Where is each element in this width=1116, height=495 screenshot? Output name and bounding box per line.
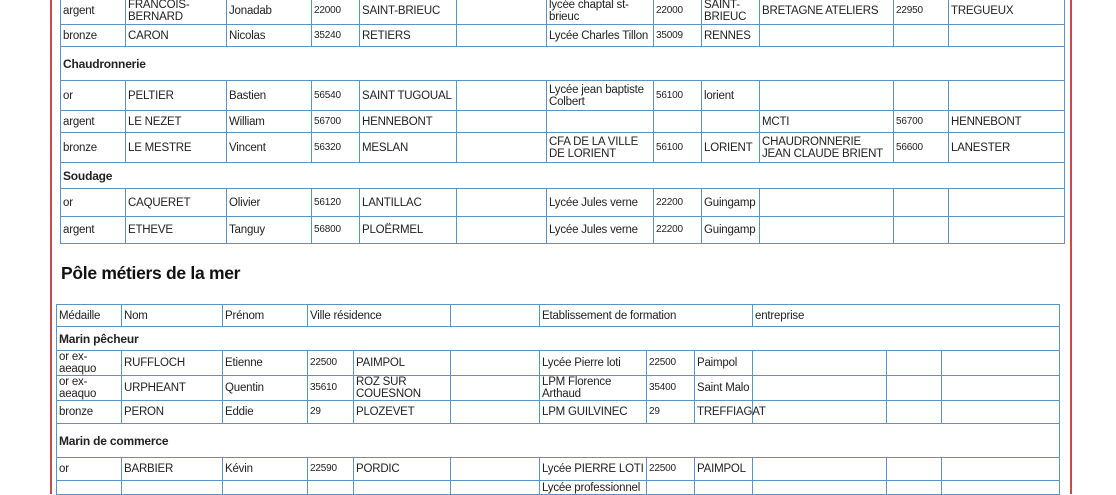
table-cell: Guingamp xyxy=(702,217,760,244)
table-cell: TREFFIAGAT xyxy=(695,401,753,424)
table-cell: BARBIER xyxy=(122,458,223,481)
table-cell: 22200 xyxy=(654,217,702,244)
table-row xyxy=(61,0,1065,25)
table-cell: CARON xyxy=(126,25,227,47)
table-cell: SAINT TUGOUAL xyxy=(360,81,457,111)
table-cell xyxy=(753,481,887,495)
table-cell xyxy=(887,481,942,495)
table-cell: PORDIC xyxy=(354,458,451,481)
table-cell: PELTIER xyxy=(126,81,227,111)
table-cell: PERON xyxy=(122,401,223,424)
table-cell: 29 xyxy=(308,401,354,424)
table-cell: Jonadab xyxy=(227,0,312,25)
table-row xyxy=(57,481,1060,495)
table-cell: or ex-aeaquo xyxy=(57,376,122,401)
table-cell: Kévin xyxy=(223,458,308,481)
table-cell xyxy=(457,217,547,244)
table-cell: William xyxy=(227,111,312,133)
table-cell: 56700 xyxy=(312,111,360,133)
table-cell xyxy=(702,111,760,133)
table-cell: 29 xyxy=(647,401,695,424)
table-cell: Tanguy xyxy=(227,217,312,244)
table-cell xyxy=(308,481,354,495)
table-cell: Lycée Jules verne xyxy=(547,189,654,217)
table-cell: LPM Florence Arthaud xyxy=(540,376,647,401)
table-cell xyxy=(695,481,753,495)
table-cell: bronze xyxy=(61,133,126,163)
table-cell: RETIERS xyxy=(360,25,457,47)
table-row xyxy=(57,401,1060,424)
table-cell xyxy=(942,481,1060,495)
table-cell: argent xyxy=(61,0,126,25)
table-cell xyxy=(949,189,1065,217)
table-cell: Olivier xyxy=(227,189,312,217)
table-cell: CFA DE LA VILLE DE LORIENT xyxy=(547,133,654,163)
table-cell: 56320 xyxy=(312,133,360,163)
table-cell: Saint Malo xyxy=(695,376,753,401)
table-cell: PAIMPOL xyxy=(695,458,753,481)
section-label: Marin de commerce xyxy=(57,424,1060,458)
table-cell xyxy=(654,111,702,133)
empty-header-cell xyxy=(451,305,540,327)
column-header: Nom xyxy=(122,305,223,327)
table-cell: Guingamp xyxy=(702,189,760,217)
table-cell xyxy=(894,25,949,47)
table-cell: 56800 xyxy=(312,217,360,244)
table-cell xyxy=(942,376,1060,401)
table-cell: TREGUEUX xyxy=(949,0,1065,25)
section-heading: Pôle métiers de la mer xyxy=(61,263,241,283)
table-cell: Etienne xyxy=(223,351,308,376)
table-cell: URPHEANT xyxy=(122,376,223,401)
table-cell xyxy=(122,481,223,495)
table-cell: 22500 xyxy=(308,351,354,376)
table-row xyxy=(57,376,1060,401)
table-cell: 22950 xyxy=(894,0,949,25)
column-header: Médaille xyxy=(57,305,122,327)
table-cell xyxy=(760,189,894,217)
table-cell xyxy=(354,481,451,495)
section-row xyxy=(57,424,1060,458)
table-cell xyxy=(942,458,1060,481)
table-cell xyxy=(457,0,547,25)
table-cell: 22200 xyxy=(654,189,702,217)
table-cell xyxy=(894,189,949,217)
table-cell xyxy=(451,401,540,424)
results-table-metallurgy xyxy=(60,0,1065,244)
table-cell: CHAUDRONNERIE JEAN CLAUDE BRIENT xyxy=(760,133,894,163)
section-label: Marin pêcheur xyxy=(57,327,1060,351)
table-cell xyxy=(457,133,547,163)
table-cell: 35400 xyxy=(647,376,695,401)
table-cell xyxy=(753,351,887,376)
table-cell: 22590 xyxy=(308,458,354,481)
table-cell xyxy=(57,481,122,495)
table-cell: Lycée jean baptiste Colbert xyxy=(547,81,654,111)
table-cell: Eddie xyxy=(223,401,308,424)
table-cell: FRANCOIS-BERNARD xyxy=(126,0,227,25)
table-cell: PLOËRMEL xyxy=(360,217,457,244)
table-cell: BRETAGNE ATELIERS xyxy=(760,0,894,25)
table-cell: Vincent xyxy=(227,133,312,163)
table-cell: Lycée professionnel xyxy=(540,481,647,495)
table-cell: 22500 xyxy=(647,351,695,376)
table-cell: Quentin xyxy=(223,376,308,401)
column-header: entreprise xyxy=(753,305,1060,327)
table-cell: MESLAN xyxy=(360,133,457,163)
table-cell: 56120 xyxy=(312,189,360,217)
table-cell: 22500 xyxy=(647,458,695,481)
section-row xyxy=(61,47,1065,81)
table-cell: bronze xyxy=(57,401,122,424)
table-cell: HENNEBONT xyxy=(360,111,457,133)
table-cell: CAQUERET xyxy=(126,189,227,217)
table-cell: Bastien xyxy=(227,81,312,111)
column-header: Prénom xyxy=(223,305,308,327)
table-cell xyxy=(451,376,540,401)
table-cell xyxy=(949,217,1065,244)
table-cell xyxy=(887,401,942,424)
table-cell: LANESTER xyxy=(949,133,1065,163)
table-cell: 35009 xyxy=(654,25,702,47)
table-cell: LANTILLAC xyxy=(360,189,457,217)
table-cell: LORIENT xyxy=(702,133,760,163)
table-cell: argent xyxy=(61,111,126,133)
table-cell: PLOZEVET xyxy=(354,401,451,424)
table-cell xyxy=(942,401,1060,424)
table-cell xyxy=(949,81,1065,111)
table-cell xyxy=(457,189,547,217)
table-cell: or xyxy=(61,189,126,217)
table-cell xyxy=(753,458,887,481)
table-row xyxy=(57,351,1060,376)
table-cell xyxy=(753,401,887,424)
table-cell: HENNEBONT xyxy=(949,111,1065,133)
table-cell xyxy=(949,25,1065,47)
table-cell xyxy=(760,81,894,111)
table-cell xyxy=(451,481,540,495)
table-cell: or xyxy=(61,81,126,111)
table-cell: Lycée PIERRE LOTI xyxy=(540,458,647,481)
table-row xyxy=(57,458,1060,481)
table-cell: ETHEVE xyxy=(126,217,227,244)
table-cell: 22000 xyxy=(654,0,702,25)
table-cell xyxy=(942,351,1060,376)
table-cell xyxy=(457,81,547,111)
table-cell xyxy=(760,217,894,244)
table-header-row xyxy=(57,305,1060,327)
table-cell xyxy=(760,25,894,47)
table-cell: or ex-aeaquo xyxy=(57,351,122,376)
table-cell: 35240 xyxy=(312,25,360,47)
table-cell: bronze xyxy=(61,25,126,47)
table-cell: LE NEZET xyxy=(126,111,227,133)
table-cell xyxy=(887,376,942,401)
table-cell: LE MESTRE xyxy=(126,133,227,163)
table-cell: Nicolas xyxy=(227,25,312,47)
table-cell: 56600 xyxy=(894,133,949,163)
table-cell: MCTI xyxy=(760,111,894,133)
results-table-sea-trades xyxy=(56,304,1060,495)
table-cell: SAINT-BRIEUC xyxy=(360,0,457,25)
table-cell: Lycée Pierre loti xyxy=(540,351,647,376)
table-cell: Lycée Charles Tillon xyxy=(547,25,654,47)
table-cell: PAIMPOL xyxy=(354,351,451,376)
table-row xyxy=(61,111,1065,133)
table-row xyxy=(61,133,1065,163)
section-row xyxy=(57,327,1060,351)
table-cell xyxy=(457,25,547,47)
table-cell: or xyxy=(57,458,122,481)
table-cell xyxy=(451,458,540,481)
table-row xyxy=(61,217,1065,244)
table-cell xyxy=(457,111,547,133)
table-cell: 56540 xyxy=(312,81,360,111)
table-row xyxy=(61,189,1065,217)
table-cell: SAINT-BRIEUC xyxy=(702,0,760,25)
table-cell xyxy=(753,376,887,401)
section-row xyxy=(61,163,1065,189)
section-label: Soudage xyxy=(61,163,1065,189)
table-cell: LPM GUILVINEC xyxy=(540,401,647,424)
table-cell: ROZ SUR COUESNON xyxy=(354,376,451,401)
table-cell xyxy=(894,81,949,111)
table-cell xyxy=(223,481,308,495)
section-label: Chaudronnerie xyxy=(61,47,1065,81)
table-cell xyxy=(887,351,942,376)
table-cell xyxy=(547,111,654,133)
column-header: Etablissement de formation xyxy=(540,305,753,327)
table-cell xyxy=(894,217,949,244)
table-cell xyxy=(887,458,942,481)
column-header: Ville résidence xyxy=(308,305,451,327)
table-cell: 35610 xyxy=(308,376,354,401)
table-cell: lorient xyxy=(702,81,760,111)
table-cell: lycée chaptal st-brieuc xyxy=(547,0,654,25)
table-cell: RENNES xyxy=(702,25,760,47)
table-cell xyxy=(647,481,695,495)
table-cell: 56100 xyxy=(654,81,702,111)
table-cell: RUFFLOCH xyxy=(122,351,223,376)
table-cell: 22000 xyxy=(312,0,360,25)
table-row xyxy=(61,81,1065,111)
table-cell: Paimpol xyxy=(695,351,753,376)
table-row xyxy=(61,25,1065,47)
table-cell: argent xyxy=(61,217,126,244)
table-cell: Lycée Jules verne xyxy=(547,217,654,244)
table-cell: 56700 xyxy=(894,111,949,133)
table-cell xyxy=(451,351,540,376)
table-cell: 56100 xyxy=(654,133,702,163)
